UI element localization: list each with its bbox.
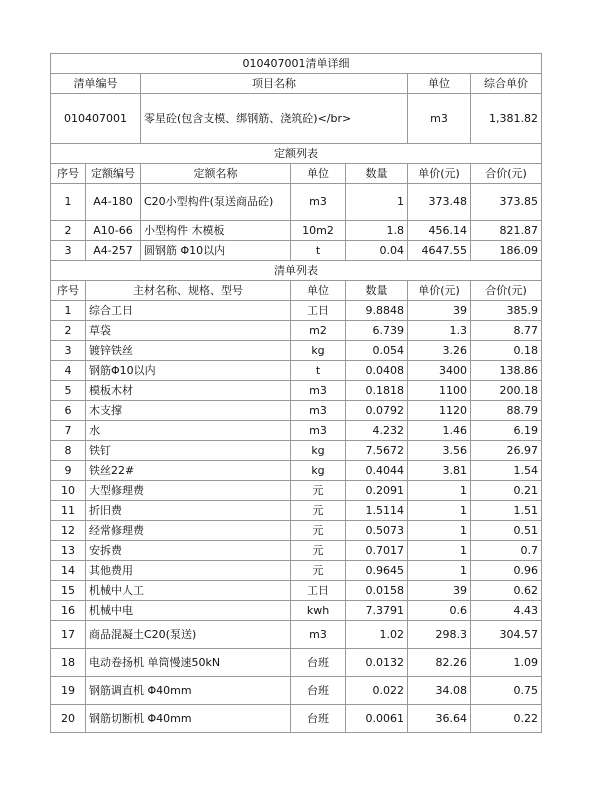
list-header-row [51,74,542,94]
quota-unit-price: 4647.55 [408,241,471,261]
material-unit: t [291,361,346,381]
material-name: 钢筋切断机 Φ40mm [86,705,291,733]
material-unit-price-header: 单价(元) [408,281,471,301]
material-unit-price: 1.3 [408,321,471,341]
quota-unit: t [291,241,346,261]
material-row [51,301,542,321]
material-total: 0.51 [471,521,542,541]
material-name: 模板木材 [86,381,291,401]
material-row [51,341,542,361]
material-unit: 工日 [291,581,346,601]
quota-seq: 2 [51,221,86,241]
material-qty: 6.739 [346,321,408,341]
material-unit-price: 3400 [408,361,471,381]
material-name: 铁钉 [86,441,291,461]
material-unit: 台班 [291,649,346,677]
material-name: 木支撑 [86,401,291,421]
material-row [51,441,542,461]
material-row [51,621,542,649]
material-unit-price: 1 [408,541,471,561]
material-name: 综合工日 [86,301,291,321]
list-name-header: 项目名称 [141,74,408,94]
quota-code: A4-180 [86,184,141,221]
material-qty: 0.7017 [346,541,408,561]
material-row [51,461,542,481]
material-seq: 15 [51,581,86,601]
quota-total: 373.85 [471,184,542,221]
material-seq: 18 [51,649,86,677]
material-seq: 8 [51,441,86,461]
quota-qty: 1.8 [346,221,408,241]
material-row [51,401,542,421]
material-total: 385.9 [471,301,542,321]
material-row [51,321,542,341]
material-name: 钢筋Φ10以内 [86,361,291,381]
material-total: 4.43 [471,601,542,621]
material-unit-price: 3.56 [408,441,471,461]
material-unit-header: 单位 [291,281,346,301]
material-row [51,481,542,501]
material-unit: m3 [291,621,346,649]
material-name: 安拆费 [86,541,291,561]
quota-name: 小型构件 木模板 [141,221,291,241]
material-unit-price: 82.26 [408,649,471,677]
material-unit: m3 [291,401,346,421]
quota-code: A10-66 [86,221,141,241]
material-seq: 17 [51,621,86,649]
list-item-unit: m3 [408,94,471,144]
quota-qty-header: 数量 [346,164,408,184]
material-unit: kwh [291,601,346,621]
material-unit: kg [291,341,346,361]
list-item-price: 1,381.82 [471,94,542,144]
material-total: 1.54 [471,461,542,481]
material-total: 26.97 [471,441,542,461]
material-seq: 11 [51,501,86,521]
material-header-row [51,281,542,301]
material-total: 0.7 [471,541,542,561]
material-seq: 12 [51,521,86,541]
material-name-header: 主材名称、规格、型号 [86,281,291,301]
material-name: 机械中人工 [86,581,291,601]
material-unit-price: 1 [408,501,471,521]
material-total-header: 合价(元) [471,281,542,301]
material-qty: 1.5114 [346,501,408,521]
material-qty: 0.022 [346,677,408,705]
quota-unit: m3 [291,184,346,221]
quota-total: 821.87 [471,221,542,241]
bill-detail-table [50,53,542,733]
material-unit-price: 1 [408,481,471,501]
material-unit: 元 [291,501,346,521]
material-qty: 7.5672 [346,441,408,461]
quota-seq-header: 序号 [51,164,86,184]
material-total: 6.19 [471,421,542,441]
material-qty: 9.8848 [346,301,408,321]
material-total: 0.18 [471,341,542,361]
quota-qty: 0.04 [346,241,408,261]
list-code-header: 清单编号 [51,74,141,94]
material-unit: m2 [291,321,346,341]
material-seq: 4 [51,361,86,381]
quota-name-header: 定额名称 [141,164,291,184]
material-row [51,561,542,581]
list-item-name: 零星砼(包含支模、绑钢筋、浇筑砼)</br> [141,94,408,144]
list-item-row [51,94,542,144]
material-unit: kg [291,441,346,461]
material-seq: 7 [51,421,86,441]
material-name: 钢筋调直机 Φ40mm [86,677,291,705]
material-unit: 元 [291,561,346,581]
material-total: 0.21 [471,481,542,501]
material-row [51,601,542,621]
material-qty: 4.232 [346,421,408,441]
material-unit-price: 1120 [408,401,471,421]
material-name: 铁丝22# [86,461,291,481]
material-name: 大型修理费 [86,481,291,501]
material-total: 0.75 [471,677,542,705]
material-total: 304.57 [471,621,542,649]
material-seq: 10 [51,481,86,501]
material-unit: 元 [291,541,346,561]
material-seq: 6 [51,401,86,421]
material-qty: 0.9645 [346,561,408,581]
quota-name: 圆钢筋 Φ10以内 [141,241,291,261]
quota-unit-price: 373.48 [408,184,471,221]
material-total: 0.62 [471,581,542,601]
material-seq: 16 [51,601,86,621]
list-price-header: 综合单价 [471,74,542,94]
material-name: 其他费用 [86,561,291,581]
material-total: 200.18 [471,381,542,401]
material-name: 折旧费 [86,501,291,521]
material-unit-price: 298.3 [408,621,471,649]
quota-row [51,241,542,261]
material-qty: 7.3791 [346,601,408,621]
material-qty: 0.0158 [346,581,408,601]
quota-seq: 3 [51,241,86,261]
material-unit-price: 1 [408,561,471,581]
list-item-code: 010407001 [51,94,141,144]
material-qty: 0.0792 [346,401,408,421]
material-unit: 元 [291,521,346,541]
material-row [51,381,542,401]
material-row [51,649,542,677]
quota-unit-price: 456.14 [408,221,471,241]
quota-name: C20小型构件(泵送商品砼) [141,184,291,221]
material-unit-price: 3.26 [408,341,471,361]
material-qty: 0.054 [346,341,408,361]
material-qty-header: 数量 [346,281,408,301]
quota-row [51,221,542,241]
material-unit-price: 34.08 [408,677,471,705]
material-unit: m3 [291,421,346,441]
material-qty: 0.4044 [346,461,408,481]
material-total: 8.77 [471,321,542,341]
quota-code: A4-257 [86,241,141,261]
quota-unit-price-header: 单价(元) [408,164,471,184]
material-unit-price: 0.6 [408,601,471,621]
material-seq: 3 [51,341,86,361]
material-name: 草袋 [86,321,291,341]
quota-unit: 10m2 [291,221,346,241]
material-unit: 元 [291,481,346,501]
material-section-title: 清单列表 [51,261,542,281]
material-unit-price: 1 [408,521,471,541]
material-qty: 0.0061 [346,705,408,733]
list-unit-header: 单位 [408,74,471,94]
quota-total: 186.09 [471,241,542,261]
material-name: 水 [86,421,291,441]
quota-unit-header: 单位 [291,164,346,184]
material-row [51,501,542,521]
material-total: 1.09 [471,649,542,677]
material-seq: 5 [51,381,86,401]
quota-qty: 1 [346,184,408,221]
material-seq: 20 [51,705,86,733]
material-total: 138.86 [471,361,542,381]
material-total: 0.96 [471,561,542,581]
quota-code-header: 定额编号 [86,164,141,184]
table-title: 010407001清单详细 [51,54,542,74]
quota-seq: 1 [51,184,86,221]
material-unit: 台班 [291,705,346,733]
material-name: 机械中电 [86,601,291,621]
material-row [51,521,542,541]
material-qty: 0.2091 [346,481,408,501]
material-total: 88.79 [471,401,542,421]
material-qty: 0.1818 [346,381,408,401]
material-total: 0.22 [471,705,542,733]
quota-header-row [51,164,542,184]
material-unit: 台班 [291,677,346,705]
material-unit-price: 1100 [408,381,471,401]
material-row [51,421,542,441]
material-seq: 1 [51,301,86,321]
material-unit-price: 36.64 [408,705,471,733]
material-name: 镀锌铁丝 [86,341,291,361]
quota-total-header: 合价(元) [471,164,542,184]
material-unit: kg [291,461,346,481]
material-seq: 13 [51,541,86,561]
material-row [51,581,542,601]
material-unit: 工日 [291,301,346,321]
material-unit-price: 1.46 [408,421,471,441]
material-name: 经常修理费 [86,521,291,541]
material-qty: 0.5073 [346,521,408,541]
material-row [51,541,542,561]
material-unit-price: 39 [408,581,471,601]
material-seq: 9 [51,461,86,481]
material-unit: m3 [291,381,346,401]
material-unit-price: 39 [408,301,471,321]
material-seq: 19 [51,677,86,705]
material-qty: 0.0132 [346,649,408,677]
material-row [51,361,542,381]
material-seq-header: 序号 [51,281,86,301]
material-seq: 2 [51,321,86,341]
material-row [51,677,542,705]
material-unit-price: 3.81 [408,461,471,481]
quota-row [51,184,542,221]
material-name: 商品混凝土C20(泵送) [86,621,291,649]
material-qty: 1.02 [346,621,408,649]
material-row [51,705,542,733]
quota-section-title: 定额列表 [51,144,542,164]
material-qty: 0.0408 [346,361,408,381]
material-total: 1.51 [471,501,542,521]
material-seq: 14 [51,561,86,581]
material-name: 电动卷扬机 单筒慢速50kN [86,649,291,677]
